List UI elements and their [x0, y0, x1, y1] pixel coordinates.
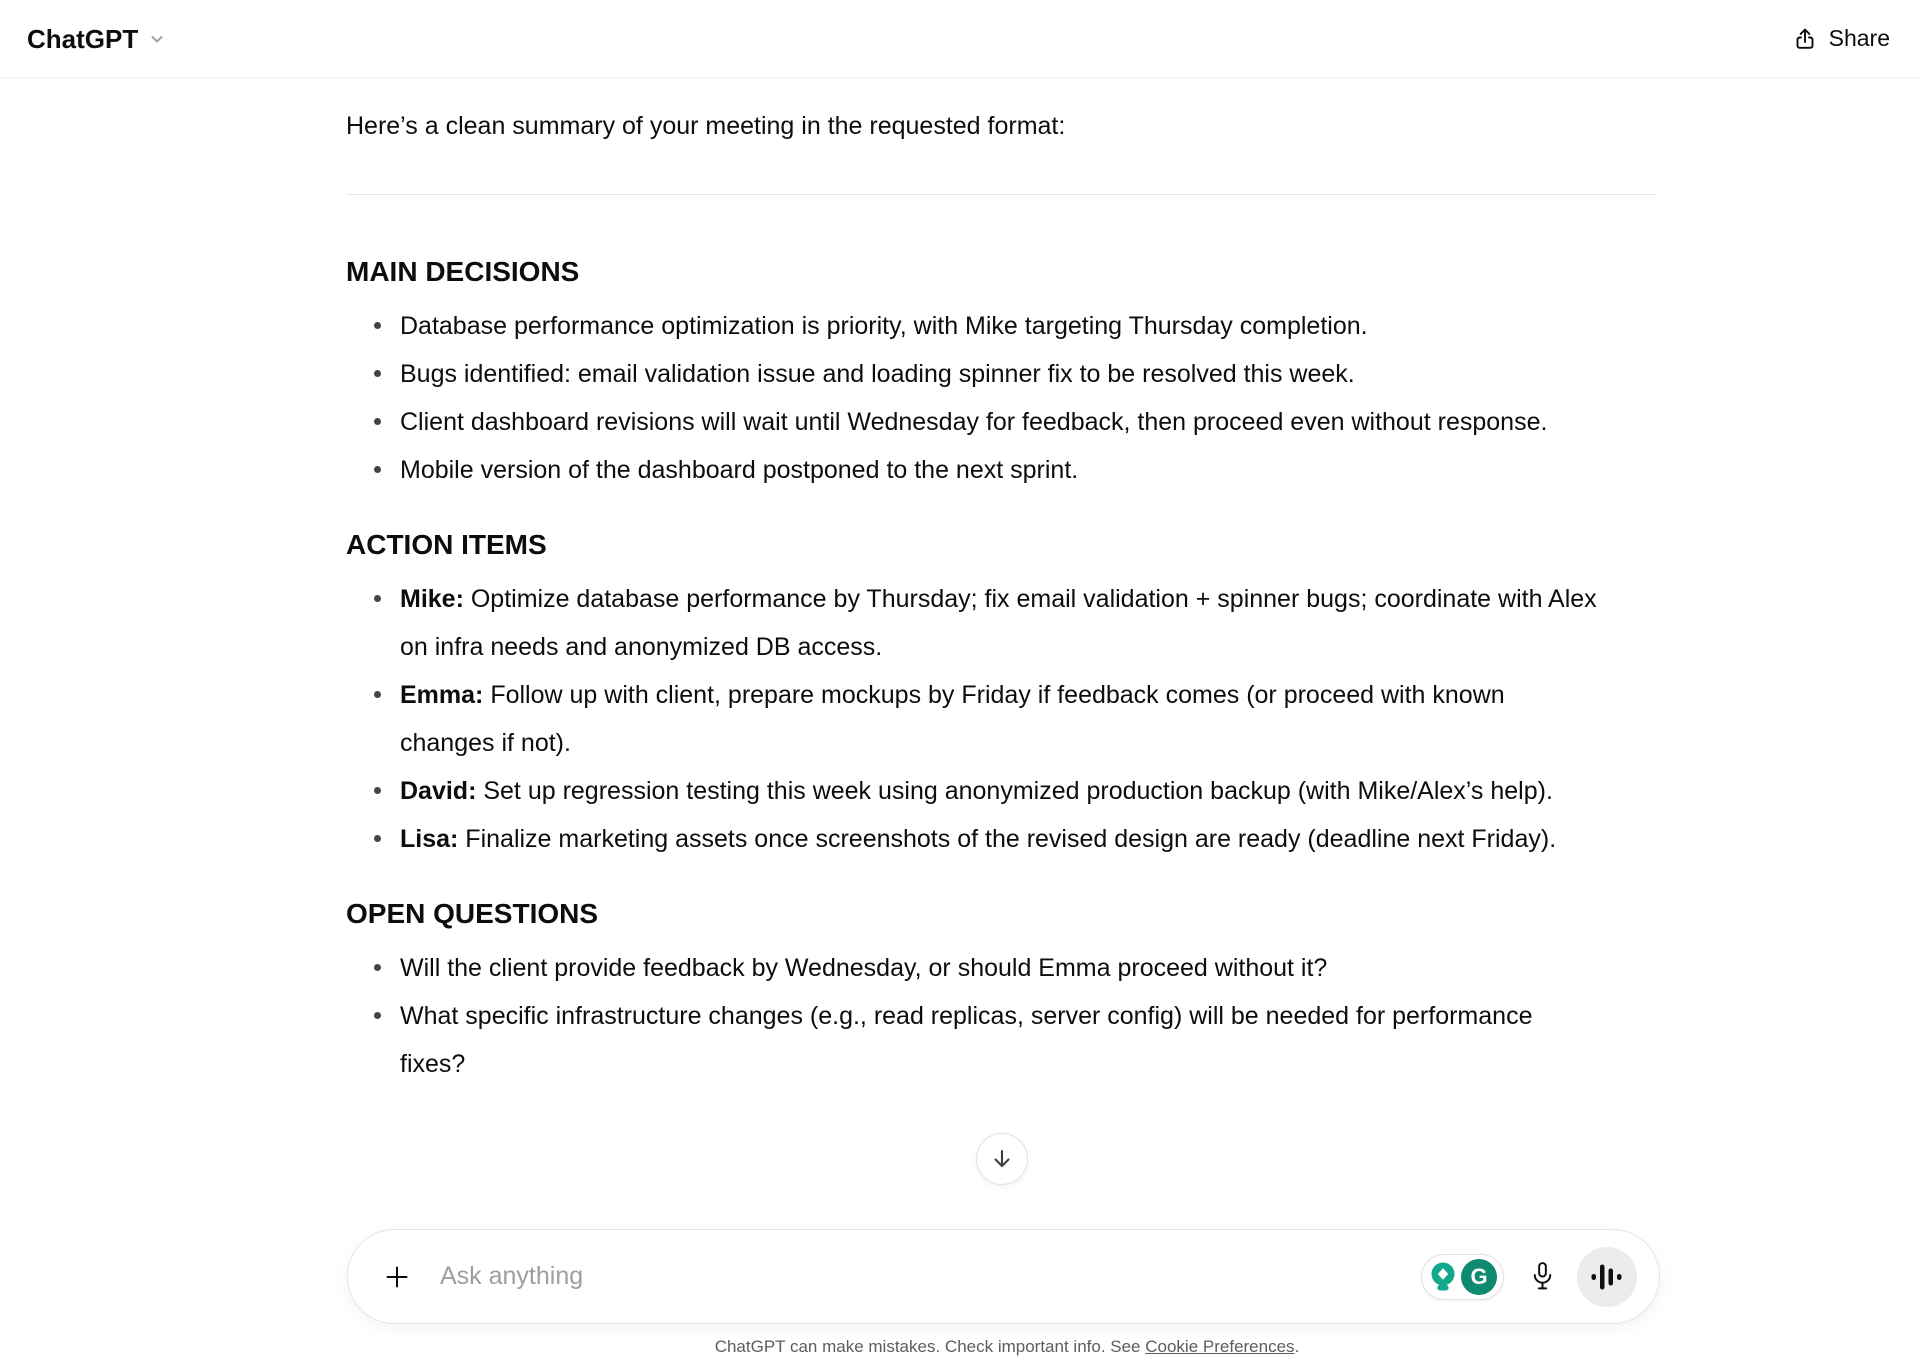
model-switcher-button[interactable]	[27, 23, 167, 54]
grammarly-button[interactable]	[1461, 1259, 1497, 1295]
list-item: Mike: Optimize database performance by Thursday; fix email validation + spinner bugs; coordinate with Alex on infra needs and anonymized DB access.	[400, 575, 1600, 671]
browser-extensions-pill	[1421, 1254, 1504, 1300]
message-input[interactable]	[438, 1261, 1421, 1292]
cookie-preferences-link[interactable]: Cookie Preferences	[1145, 1337, 1295, 1356]
share-button-label: Share	[1828, 25, 1890, 51]
message-section	[346, 528, 1668, 863]
app-title: ChatGPT	[27, 23, 139, 54]
list-item: Mobile version of the dashboard postponed to the next sprint.	[400, 446, 1600, 494]
lightbulb-extension-icon	[1428, 1261, 1458, 1293]
composer	[347, 1229, 1660, 1324]
scroll-to-bottom-button[interactable]	[976, 1133, 1028, 1185]
list-item: Will the client provide feedback by Wednesday, or should Emma proceed without it?	[400, 944, 1600, 992]
disclaimer-text: ChatGPT can make mistakes. Check important info. See	[714, 1337, 1146, 1356]
grammarly-icon: G	[1461, 1259, 1497, 1295]
bullet-list	[346, 575, 1600, 863]
bullet-list	[346, 302, 1600, 494]
list-item: David: Set up regression testing this week using anonymized production backup (with Mike/Alex’s help).	[400, 767, 1600, 815]
arrow-down-icon	[989, 1146, 1015, 1172]
message-sections	[346, 255, 1668, 1088]
chevron-down-icon	[147, 29, 167, 49]
waveform-icon	[1589, 1259, 1625, 1295]
disclaimer-suffix: .	[1294, 1337, 1300, 1356]
assistant-message	[346, 78, 1668, 1088]
share-button[interactable]	[1792, 25, 1890, 52]
message-intro-text: Here’s a clean summary of your meeting in the requested format:	[346, 112, 1066, 140]
message-divider	[346, 194, 1656, 195]
message-section	[346, 255, 1668, 494]
list-item: What specific infrastructure changes (e.g., read replicas, server config) will be needed for performance fixes?	[400, 992, 1600, 1088]
list-item: Client dashboard revisions will wait until Wednesday for feedback, then proceed even without response.	[400, 398, 1600, 446]
section-heading: MAIN DECISIONS	[346, 256, 580, 287]
list-item: Database performance optimization is priority, with Mike targeting Thursday completion.	[400, 302, 1600, 350]
plus-icon	[382, 1262, 412, 1292]
extension-button[interactable]	[1428, 1261, 1458, 1293]
list-item: Bugs identified: email validation issue and loading spinner fix to be resolved this week.	[400, 350, 1600, 398]
share-icon	[1792, 26, 1818, 52]
list-item: Emma: Follow up with client, prepare mockups by Friday if feedback comes (or proceed with known changes if not).	[400, 671, 1600, 767]
attach-button[interactable]	[382, 1262, 412, 1292]
dictation-button[interactable]	[1530, 1261, 1555, 1292]
message-section	[346, 897, 1668, 1088]
top-bar	[0, 0, 1920, 78]
bullet-list	[346, 944, 1600, 1088]
section-heading: ACTION ITEMS	[346, 529, 547, 560]
disclaimer	[346, 1336, 1668, 1358]
section-heading: OPEN QUESTIONS	[346, 898, 599, 929]
voice-mode-button[interactable]	[1577, 1247, 1637, 1307]
microphone-icon	[1530, 1261, 1555, 1292]
list-item: Lisa: Finalize marketing assets once screenshots of the revised design are ready (deadline next Friday).	[400, 815, 1600, 863]
